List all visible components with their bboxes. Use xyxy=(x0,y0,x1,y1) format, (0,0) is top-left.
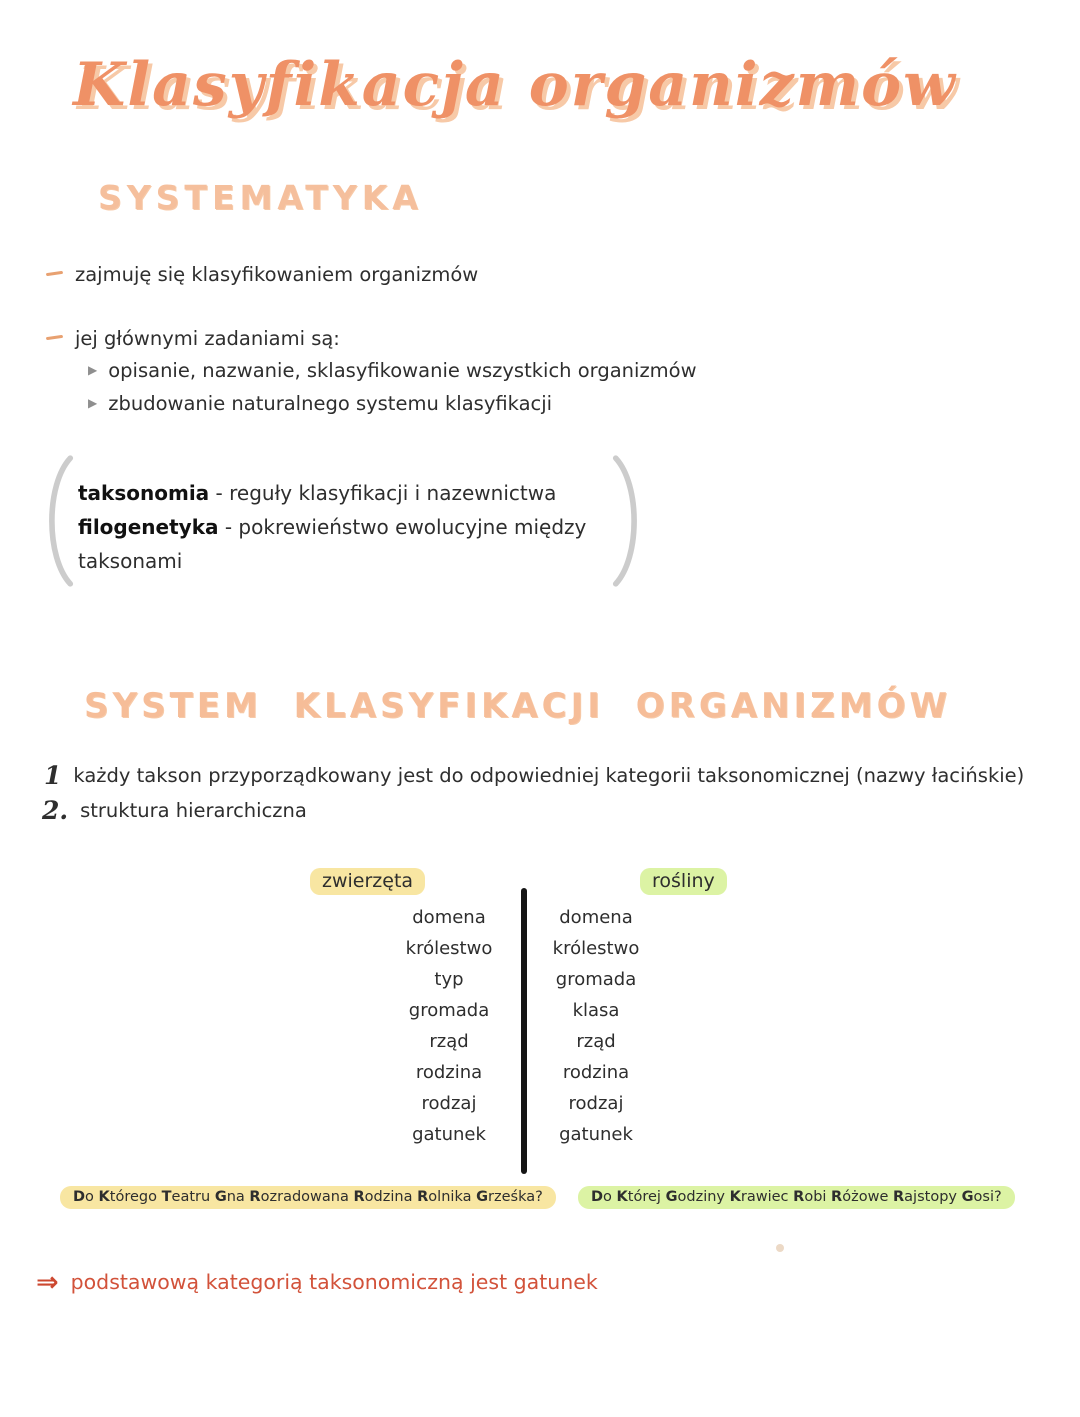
taxonomy-level: rodzina xyxy=(562,1062,630,1083)
item-number: 2. xyxy=(42,796,69,825)
taxonomy-level: gromada xyxy=(408,1000,490,1021)
taxonomy-level: rodzaj xyxy=(568,1093,624,1114)
taxonomy-level: rząd xyxy=(576,1031,616,1052)
taxonomy-level: domena xyxy=(412,907,486,928)
definition-text: - reguły klasyfikacji i nazewnictwa xyxy=(209,481,557,505)
vertical-divider-line xyxy=(521,888,527,1174)
item-text: każdy takson przyporządkowany jest do odpowiedniej kategorii taksonomicznej (nazwy łacińskie) xyxy=(73,764,1025,787)
bullet-text: zajmuję się klasyfikowaniem organizmów xyxy=(75,263,479,286)
item-text: struktura hierarchiczna xyxy=(80,799,307,822)
definition-taksonomia xyxy=(78,476,650,510)
definitions-block xyxy=(36,452,650,590)
triangle-bullet-icon: ▶ xyxy=(88,396,98,410)
taxonomy-level: rząd xyxy=(429,1031,469,1052)
definition-lines xyxy=(78,476,650,578)
taxonomy-level: gromada xyxy=(555,969,637,990)
dash-bullet-icon xyxy=(46,335,63,340)
bullet-item xyxy=(46,263,478,287)
page-title: Klasyfikacja organizmów xyxy=(73,50,957,120)
animals-levels-column xyxy=(382,904,516,1152)
definition-text: - pokrewieństwo ewolucyjne między taksonami xyxy=(78,515,587,573)
sub-bullet-text: opisanie, nazwanie, sklasyfikowanie wszystkich organizmów xyxy=(108,359,697,382)
dash-bullet-icon xyxy=(46,271,63,276)
sub-bullet-item xyxy=(88,359,697,382)
taxonomy-level: rodzina xyxy=(415,1062,483,1083)
taxonomy-level: gatunek xyxy=(559,1124,633,1145)
sub-bullet-item xyxy=(88,392,552,415)
section-heading-system-klasyfikacji: SYSTEM KLASYFIKACJI ORGANIZMÓW xyxy=(84,686,952,726)
definition-term: taksonomia xyxy=(78,481,210,505)
taxonomy-hierarchy-diagram xyxy=(0,866,1080,1186)
arrow-icon: ⇒ xyxy=(36,1267,59,1298)
item-number: 1 xyxy=(44,761,62,790)
taxonomy-level: rodzaj xyxy=(421,1093,477,1114)
animals-label: zwierzęta xyxy=(310,868,425,895)
sub-bullet-text: zbudowanie naturalnego systemu klasyfikacji xyxy=(108,392,553,415)
conclusion-note xyxy=(36,1267,598,1298)
section-heading-systematyka: SYSTEMATYKA xyxy=(98,178,423,217)
numbered-item xyxy=(44,763,1024,788)
taxonomy-level: gatunek xyxy=(412,1124,486,1145)
plants-levels-column xyxy=(536,904,656,1152)
triangle-bullet-icon: ▶ xyxy=(88,363,98,377)
taxonomy-level: domena xyxy=(559,907,633,928)
taxonomy-level: klasa xyxy=(572,1000,620,1021)
mnemonic-animals: Do Którego Teatru Gna Rozradowana Rodzina Rolnika Grześka? xyxy=(60,1186,556,1209)
taxonomy-level: królestwo xyxy=(552,938,640,959)
bullet-item xyxy=(46,327,340,351)
taxonomy-level: typ xyxy=(434,969,464,990)
bullet-text: jej głównymi zadaniami są: xyxy=(75,327,340,350)
numbered-item xyxy=(42,798,307,823)
conclusion-text: podstawową kategorią taksonomiczną jest gatunek xyxy=(70,1270,598,1294)
definition-filogenetyka xyxy=(78,510,650,578)
taxonomy-level: królestwo xyxy=(405,938,493,959)
mnemonic-plants: Do Której Godziny Krawiec Robi Różowe Rajstopy Gosi? xyxy=(578,1186,1015,1209)
stray-ink-dot xyxy=(776,1244,784,1252)
definition-term: filogenetyka xyxy=(78,515,219,539)
left-parenthesis xyxy=(36,452,78,590)
plants-label: rośliny xyxy=(640,868,727,895)
